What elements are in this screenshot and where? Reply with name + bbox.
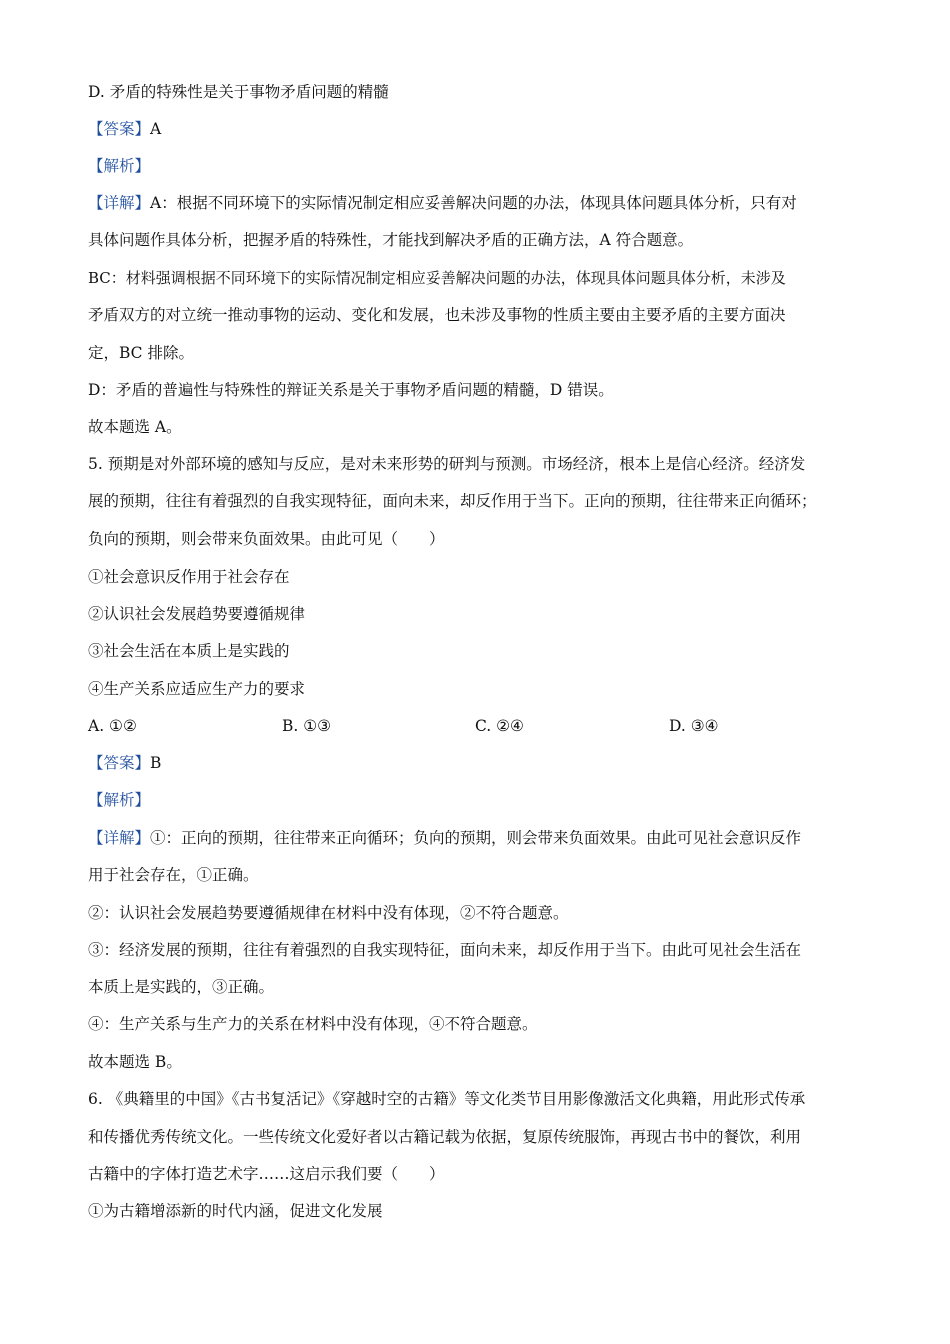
q5-detail-label: 【详解】 xyxy=(88,829,151,847)
q5-answer xyxy=(88,752,878,774)
q5-item-2: ②认识社会发展趋势要遵循规律 xyxy=(88,605,306,623)
q5-detail-text-1: ①：正向的预期，往往带来正向循环；负向的预期，则会带来负面效果。由此可见社会意识反作 xyxy=(150,829,802,847)
q5-detail-line-4: ③：经济发展的预期，往往有着强烈的自我实现特征，面向未来，却反作用于当下。由此可见社会生活在 xyxy=(88,941,802,959)
q4-option-d: D. 矛盾的特殊性是关于事物矛盾问题的精髓 xyxy=(88,83,389,101)
q5-item-4: ④生产关系应适应生产力的要求 xyxy=(88,680,306,698)
q6-stem-line-1: 6. 《典籍里的中国》《古书复活记》《穿越时空的古籍》等文化类节目用影像激活文化典籍，用此形式传承 xyxy=(88,1090,806,1108)
q5-item-1: ①社会意识反作用于社会存在 xyxy=(88,568,290,586)
q4-detail-label: 【详解】 xyxy=(88,194,151,212)
q5-option-a: A. ①② xyxy=(88,717,137,735)
q4-analysis-label xyxy=(88,155,878,177)
q4-answer xyxy=(88,118,878,140)
q6-stem-line-3: 古籍中的字体打造艺术字……这启示我们要（ ） xyxy=(88,1165,445,1183)
q5-option-b: B. ①③ xyxy=(282,717,332,735)
q4-detail-line-1 xyxy=(88,192,878,214)
q6-item-1: ①为古籍增添新的时代内涵，促进文化发展 xyxy=(88,1202,383,1220)
q4-detail-line-2: 具体问题作具体分析，把握矛盾的特殊性，才能找到解决矛盾的正确方法，A 符合题意。 xyxy=(88,231,694,249)
q5-stem-line-2: 展的预期，往往有着强烈的自我实现特征，面向未来，却反作用于当下。正向的预期，往往带来正向循环； xyxy=(88,492,817,510)
q5-stem-line-3: 负向的预期，则会带来负面效果。由此可见（ ） xyxy=(88,530,445,548)
q5-answer-label: 【答案】 xyxy=(88,754,151,772)
q5-detail-line-6: ④：生产关系与生产力的关系在材料中没有体现，④不符合题意。 xyxy=(88,1015,538,1033)
q5-detail-line-3: ②：认识社会发展趋势要遵循规律在材料中没有体现，②不符合题意。 xyxy=(88,904,569,922)
q5-conclusion: 故本题选 B。 xyxy=(88,1053,182,1071)
q5-detail-line-5: 本质上是实践的，③正确。 xyxy=(88,978,275,996)
q4-detail-line-4: 矛盾双方的对立统一推动事物的运动、变化和发展，也未涉及事物的性质主要由主要矛盾的主要方面决 xyxy=(88,306,786,324)
q4-answer-value: A xyxy=(150,120,162,138)
q4-conclusion: 故本题选 A。 xyxy=(88,418,182,436)
q4-detail-line-6: D：矛盾的普遍性与特殊性的辩证关系是关于事物矛盾问题的精髓，D 错误。 xyxy=(88,381,614,399)
q5-detail-line-1 xyxy=(88,827,878,849)
q4-answer-label: 【答案】 xyxy=(88,120,151,138)
q4-detail-text-1: A：根据不同环境下的实际情况制定相应妥善解决问题的办法，体现具体问题具体分析，只有对 xyxy=(150,194,797,212)
q5-stem-line-1: 5. 预期是对外部环境的感知与反应，是对未来形势的研判与预测。市场经济，根本上是信心经济。经济发 xyxy=(88,455,806,473)
q4-analysis-label-text: 【解析】 xyxy=(88,157,151,175)
q5-answer-value: B xyxy=(150,754,162,772)
q5-detail-line-2: 用于社会存在，①正确。 xyxy=(88,866,259,884)
q5-item-3: ③社会生活在本质上是实践的 xyxy=(88,642,290,660)
q5-analysis-label-text: 【解析】 xyxy=(88,791,151,809)
q4-detail-line-3: BC：材料强调根据不同环境下的实际情况制定相应妥善解决问题的办法，体现具体问题具体分析，未涉及 xyxy=(88,269,786,287)
q5-option-c: C. ②④ xyxy=(475,717,524,735)
q5-option-d: D. ③④ xyxy=(669,717,719,735)
q6-stem-line-2: 和传播优秀传统文化。一些传统文化爱好者以古籍记载为依据，复原传统服饰，再现古书中的餐饮，利用 xyxy=(88,1128,802,1146)
q5-analysis-label xyxy=(88,789,878,811)
q4-detail-line-5: 定，BC 排除。 xyxy=(88,344,194,362)
